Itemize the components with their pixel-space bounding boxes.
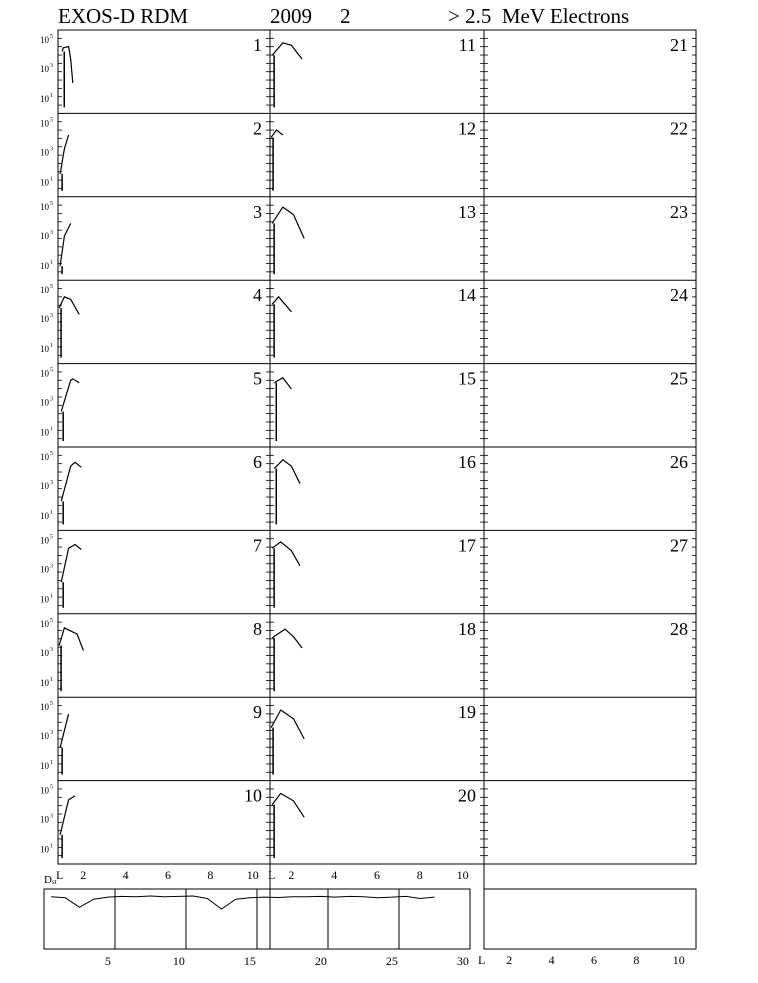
y-tick-label: 10 xyxy=(40,201,49,212)
y-tick-exponent: 1 xyxy=(50,593,53,600)
day-number-label: 15 xyxy=(458,368,476,389)
y-tick-exponent: 3 xyxy=(50,646,53,653)
day-number-label: 17 xyxy=(458,535,476,556)
day-number-label: 13 xyxy=(458,201,476,222)
y-tick-exponent: 5 xyxy=(50,701,53,708)
x-axis-label-L: L xyxy=(56,868,64,882)
y-tick-exponent: 1 xyxy=(50,259,53,266)
day-number-label: 20 xyxy=(458,785,476,806)
y-tick-exponent: 1 xyxy=(50,760,53,767)
day-number-label: 8 xyxy=(253,618,262,639)
y-tick-exponent: 1 xyxy=(50,343,53,350)
dst-label: D xyxy=(44,874,52,886)
y-tick-label: 10 xyxy=(40,35,49,45)
dst-x-tick-label: 10 xyxy=(172,954,185,968)
flux-curve xyxy=(61,462,81,501)
month-label: 2 xyxy=(340,4,351,28)
dst-curve xyxy=(51,896,434,909)
flux-curve xyxy=(60,796,75,835)
dst-x-tick-label: 30 xyxy=(456,954,469,968)
x-tick-label: 6 xyxy=(374,868,380,882)
dst-x-tick-label: 5 xyxy=(104,954,111,968)
day-number-label: 16 xyxy=(458,452,476,472)
day-number-label: 22 xyxy=(670,118,688,139)
y-tick-label: 10 xyxy=(40,761,49,772)
y-tick-label: 10 xyxy=(40,618,49,629)
y-tick-label: 10 xyxy=(40,647,49,658)
x-tick-label: 2 xyxy=(506,953,513,967)
x-tick-label: 10 xyxy=(456,868,469,882)
day-number-label: 27 xyxy=(670,535,688,556)
y-tick-exponent: 3 xyxy=(50,229,53,236)
x-tick-label: 2 xyxy=(80,868,87,882)
y-tick-exponent: 5 xyxy=(50,784,53,791)
y-tick-exponent: 5 xyxy=(50,451,53,457)
day-number-label: 23 xyxy=(670,201,688,222)
y-tick-label: 10 xyxy=(40,814,49,825)
day-number-label: 9 xyxy=(253,702,262,723)
y-tick-label: 10 xyxy=(40,702,49,713)
y-tick-label: 10 xyxy=(40,314,49,325)
day-number-label: 7 xyxy=(253,535,262,556)
flux-curve xyxy=(272,43,302,59)
y-tick-exponent: 5 xyxy=(50,34,53,40)
day-number-label: 19 xyxy=(458,702,476,723)
flux-curve xyxy=(272,542,300,566)
dst-x-tick-label: 20 xyxy=(314,954,327,968)
y-tick-label: 10 xyxy=(40,427,49,438)
y-tick-label: 10 xyxy=(40,844,49,855)
y-tick-label: 10 xyxy=(40,594,49,605)
y-tick-exponent: 1 xyxy=(50,843,53,850)
y-tick-label: 10 xyxy=(40,260,49,271)
y-tick-label: 10 xyxy=(40,731,49,742)
y-tick-exponent: 3 xyxy=(50,813,53,820)
flux-curve xyxy=(59,297,79,315)
x-tick-label: 2 xyxy=(288,868,295,882)
flux-curve xyxy=(272,207,304,238)
y-tick-label: 10 xyxy=(40,677,49,688)
flux-curve xyxy=(59,628,83,651)
y-tick-exponent: 1 xyxy=(50,676,53,683)
day-number-label: 26 xyxy=(670,452,688,472)
flux-curve xyxy=(271,710,304,739)
x-tick-label: 8 xyxy=(633,953,640,967)
flux-curve xyxy=(272,297,291,312)
dst-x-tick-label: 15 xyxy=(243,954,256,968)
y-tick-exponent: 3 xyxy=(50,480,53,486)
x-axis-label-L: L xyxy=(478,953,486,967)
y-tick-label: 10 xyxy=(40,64,49,74)
day-number-label: 12 xyxy=(458,118,476,139)
y-tick-label: 10 xyxy=(40,511,49,521)
x-tick-label: 8 xyxy=(416,868,423,882)
empty-panel xyxy=(484,889,696,949)
day-number-label: 4 xyxy=(253,285,262,306)
y-tick-exponent: 3 xyxy=(50,313,53,320)
y-tick-label: 10 xyxy=(40,452,49,462)
y-tick-exponent: 1 xyxy=(50,93,53,99)
flux-curve xyxy=(60,135,69,174)
instrument-title: EXOS-D RDM xyxy=(58,4,189,28)
year-label: 2009 xyxy=(270,4,312,28)
y-tick-label: 10 xyxy=(40,344,49,355)
day-number-label: 25 xyxy=(670,368,688,389)
y-tick-exponent: 5 xyxy=(50,200,53,207)
y-tick-label: 10 xyxy=(40,177,49,188)
dst-label-sub: st xyxy=(52,878,57,886)
day-number-label: 2 xyxy=(253,118,262,139)
flux-curve xyxy=(61,545,81,583)
day-number-label: 5 xyxy=(253,368,262,389)
dst-x-tick-label: 25 xyxy=(385,954,398,968)
y-tick-label: 10 xyxy=(40,118,49,129)
flux-curve xyxy=(274,460,300,484)
x-tick-label: 8 xyxy=(207,868,214,882)
x-tick-label: 4 xyxy=(122,868,129,882)
y-tick-exponent: 5 xyxy=(50,617,53,624)
y-tick-exponent: 3 xyxy=(50,730,53,737)
day-number-label: 28 xyxy=(670,618,688,639)
day-number-label: 14 xyxy=(458,285,476,306)
y-tick-exponent: 5 xyxy=(50,284,53,291)
flux-curve xyxy=(272,793,304,817)
y-tick-label: 10 xyxy=(40,230,49,241)
flux-curve xyxy=(271,130,283,138)
y-tick-exponent: 3 xyxy=(50,146,53,153)
x-tick-label: 10 xyxy=(672,953,685,967)
y-tick-label: 10 xyxy=(40,785,49,796)
y-tick-label: 10 xyxy=(40,368,49,379)
day-number-label: 3 xyxy=(253,201,262,222)
y-tick-exponent: 1 xyxy=(50,176,53,183)
flux-curve xyxy=(61,379,79,412)
y-tick-exponent: 5 xyxy=(50,534,53,541)
day-number-label: 11 xyxy=(458,35,476,55)
y-tick-label: 10 xyxy=(40,285,49,296)
flux-curve xyxy=(272,629,302,648)
y-tick-exponent: 5 xyxy=(50,367,53,374)
y-tick-label: 10 xyxy=(40,397,49,408)
day-number-label: 18 xyxy=(458,618,476,639)
x-axis-label-L: L xyxy=(268,868,276,882)
y-tick-exponent: 3 xyxy=(50,396,53,403)
x-tick-label: 10 xyxy=(246,868,259,882)
particle-label: > 2.5 MeV Electrons xyxy=(448,4,630,28)
y-tick-exponent: 1 xyxy=(50,510,53,516)
y-tick-label: 10 xyxy=(40,535,49,546)
x-tick-label: 4 xyxy=(548,953,555,967)
day-number-label: 10 xyxy=(244,785,262,806)
y-tick-exponent: 3 xyxy=(50,63,53,69)
x-tick-label: 4 xyxy=(331,868,338,882)
day-number-label: 24 xyxy=(670,285,688,306)
y-tick-label: 10 xyxy=(40,147,49,158)
x-tick-label: 6 xyxy=(165,868,171,882)
y-tick-label: 10 xyxy=(40,481,49,491)
y-tick-label: 10 xyxy=(40,94,49,104)
day-number-label: 21 xyxy=(670,35,688,55)
y-tick-exponent: 1 xyxy=(50,426,53,433)
y-tick-exponent: 3 xyxy=(50,563,53,570)
y-tick-label: 10 xyxy=(40,564,49,575)
y-tick-exponent: 5 xyxy=(50,117,53,124)
day-number-label: 1 xyxy=(253,35,262,55)
day-number-label: 6 xyxy=(253,452,262,472)
x-tick-label: 6 xyxy=(591,953,597,967)
